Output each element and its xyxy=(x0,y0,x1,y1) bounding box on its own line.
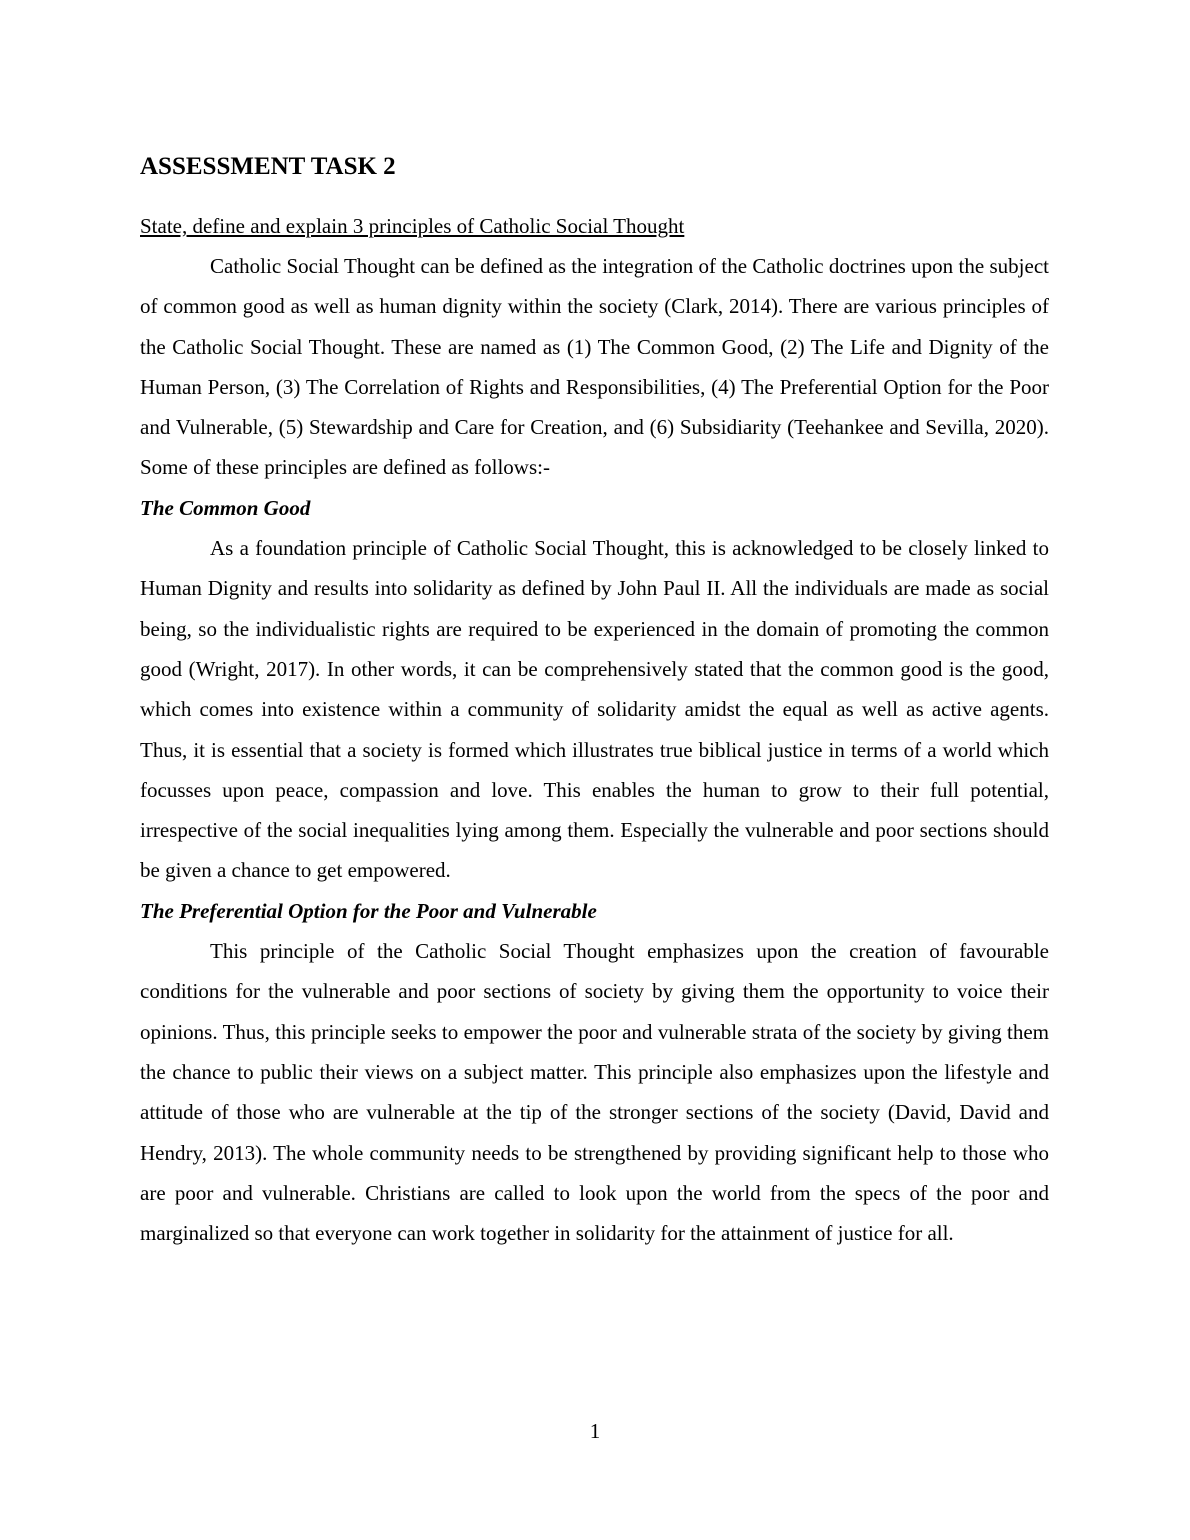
section-body-common-good: As a foundation principle of Catholic Social Thought, this is acknowledged to be closely linked to Human Dignity and results into solidarity as defined by John Paul II. All the individuals are made as social being, so the individualistic rights are required to be experienced in the domain of promoting the common good (Wright, 2017). In other words, it can be comprehensively stated that the common good is the good, which comes into existence within a community of solidarity amidst the equal as well as active agents. Thus, it is essential that a society is formed which illustrates true biblical justice in terms of a world which focusses upon peace, compassion and love. This enables the human to grow to their full potential, irrespective of the social inequalities lying among them. Especially the vulnerable and poor sections should be given a chance to get empowered. xyxy=(140,536,1049,883)
section-heading-preferential-option: The Preferential Option for the Poor and Vulnerable xyxy=(140,898,597,923)
document-title: ASSESSMENT TASK 2 xyxy=(140,153,396,180)
page-number: 1 xyxy=(589,1419,601,1443)
intro-paragraph: Catholic Social Thought can be defined as the integration of the Catholic doctrines upon the subject of common good as well as human dignity within the society (Clark, 2014). There are various principles of the Catholic Social Thought. These are named as (1) The Common Good, (2) The Life and Dignity of the Human Person, (3) The Correlation of Rights and Responsibilities, (4) The Preferential Option for the Poor and Vulnerable, (5) Stewardship and Care for Creation, and (6) Subsidiarity (Teehankee and Sevilla, 2020). Some of these principles are defined as follows:- xyxy=(140,254,1049,480)
section-body-preferential-option: This principle of the Catholic Social Thought emphasizes upon the creation of favourable conditions for the vulnerable and poor sections of society by giving them the opportunity to voice their opinions. Thus, this principle seeks to empower the poor and vulnerable strata of the society by giving them the chance to public their views on a subject matter. This principle also emphasizes upon the lifestyle and attitude of those who are vulnerable at the tip of the stronger sections of the society (David, David and Hendry, 2013). The whole community needs to be strengthened by providing significant help to those who are poor and vulnerable. Christians are called to look upon the world from the specs of the poor and marginalized so that everyone can work together in solidarity for the attainment of justice for all. xyxy=(140,939,1049,1246)
section-heading-common-good: The Common Good xyxy=(140,495,311,520)
page-content xyxy=(140,150,1049,1253)
assignment-question: State, define and explain 3 principles of Catholic Social Thought xyxy=(140,214,685,238)
